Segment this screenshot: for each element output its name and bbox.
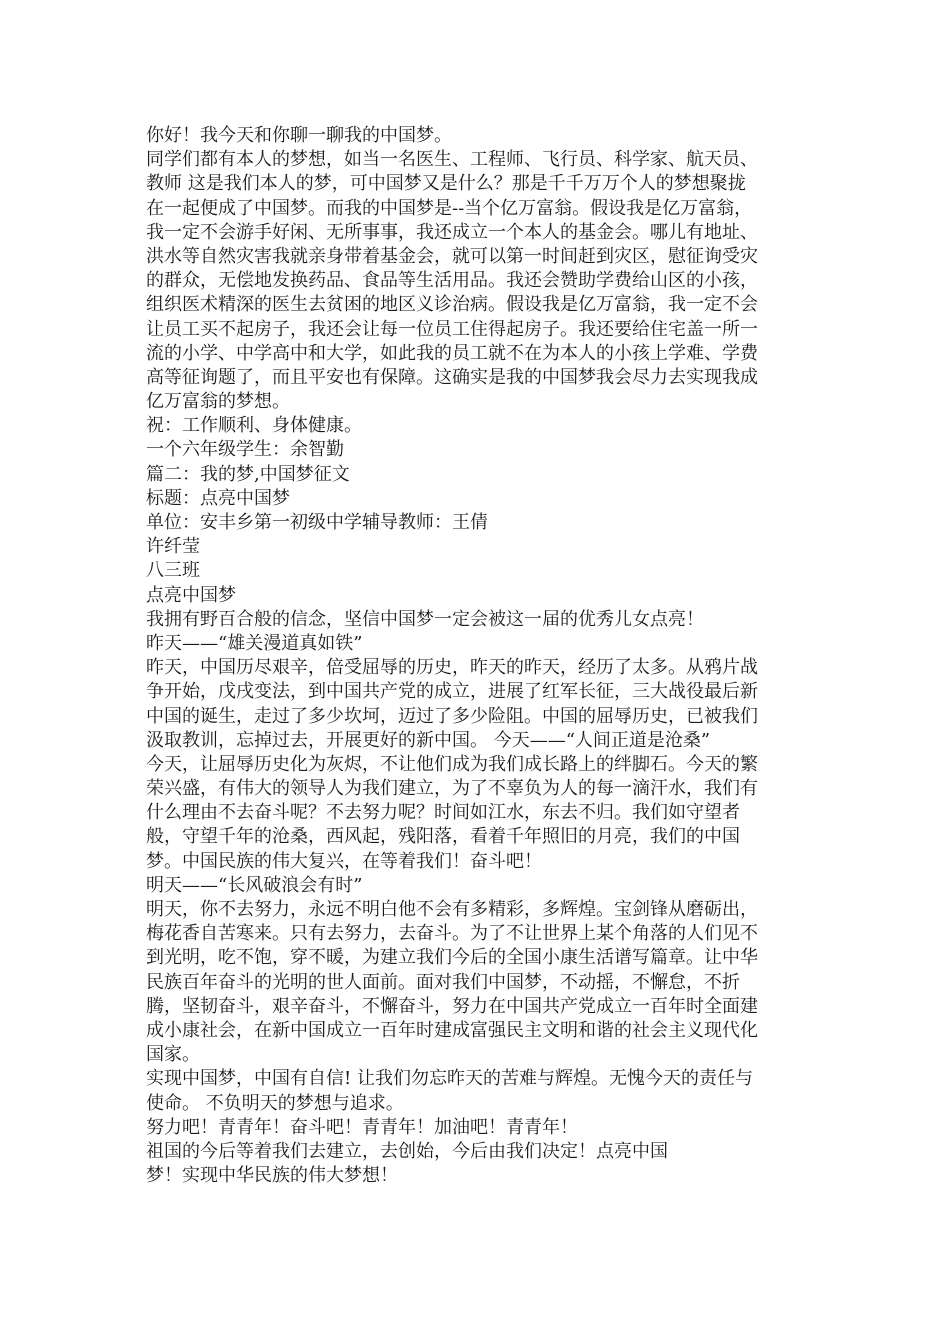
- text-line: 到光明，吃不饱，穿不暖，为建立我们今后的全国小康生活谱写篇章。让中华: [146, 947, 758, 969]
- subheading-tomorrow: 明天——“长风破浪会有时”: [146, 874, 363, 896]
- text-line: 梦。中国民族的伟大复兴，在等着我们！奋斗吧！: [146, 850, 542, 872]
- text-line: 梦！实现中华民族的伟大梦想！: [146, 1165, 398, 1187]
- text-line: 祝：工作顺利、身体健康。: [146, 415, 362, 437]
- text-line: 亿万富翁的梦想。: [146, 391, 290, 413]
- text-line: 腾，坚韧奋斗，艰辛奋斗，不懈奋斗，努力在中国共产党成立一百年时全面建: [146, 995, 758, 1017]
- text-line: 洪水等自然灾害我就亲身带着基金会，就可以第一时间赶到灾区，慰征询受灾: [146, 245, 758, 267]
- text-line: 在一起便成了中国梦。而我的中国梦是--当个亿万富翁。假设我是亿万富翁，: [146, 197, 753, 219]
- text-line: 荣兴盛，有伟大的领导人为我们建立，为了不辜负为人的每一滴汗水，我们有: [146, 778, 758, 800]
- text-line: 梅花香自苦寒来。只有去努力，去奋斗。为了不让世界上某个角落的人们见不: [146, 923, 758, 945]
- section-heading: 篇二：我的梦,中国梦征文: [146, 463, 350, 485]
- subheading-yesterday: 昨天——“雄关漫道真如铁”: [146, 632, 363, 654]
- text-line: 实现中国梦，中国有自信! 让我们勿忘昨天的苦难与辉煌。无愧今天的责任与: [146, 1068, 753, 1090]
- text-line: 昨天，中国历尽艰辛，倍受屈辱的历史，昨天的昨天，经历了太多。从鸦片战: [146, 657, 758, 679]
- text-line: 努力吧！青青年！奋斗吧！青青年！加油吧！青青年！: [146, 1116, 578, 1138]
- class-name: 八三班: [146, 560, 200, 582]
- text-line: 同学们都有本人的梦想，如当一名医生、工程师、飞行员、科学家、航天员、: [146, 149, 758, 171]
- text-line: 教师 这是我们本人的梦，可中国梦又是什么？那是千千万万个人的梦想聚拢: [146, 173, 746, 195]
- text-line: 国家。: [146, 1044, 200, 1066]
- text-line: 我一定不会游手好闲、无所事事，我还成立一个本人的基金会。哪儿有地址、: [146, 221, 758, 243]
- text-line: 今天，让屈辱历史化为灰烬，不让他们成为我们成长路上的绊脚石。今天的繁: [146, 753, 758, 775]
- text-line: 民族百年奋斗的光明的世人面前。面对我们中国梦，不动摇，不懈怠，不折: [146, 971, 740, 993]
- text-line: 组织医术精深的医生去贫困的地区义诊治病。假设我是亿万富翁，我一定不会: [146, 294, 758, 316]
- text-line: 般，守望千年的沧桑，西风起，残阳落，看着千年照旧的月亮，我们的中国: [146, 826, 740, 848]
- text-line: 争开始，戊戌变法，到中国共产党的成立，进展了红军长征，三大战役最后新: [146, 681, 758, 703]
- text-line: 什么理由不去奋斗呢？不去努力呢？时间如江水，东去不归。我们如守望者: [146, 802, 740, 824]
- text-line: 的群众，无偿地发换药品、食品等生活用品。我还会赞助学费给山区的小孩，: [146, 270, 758, 292]
- text-line: 成小康社会，在新中国成立一百年时建成富强民主文明和谐的社会主义现代化: [146, 1019, 758, 1041]
- text-line: 单位：安丰乡第一初级中学辅导教师：王倩: [146, 512, 488, 533]
- text-line: 使命。 不负明天的梦想与追求。: [146, 1092, 404, 1114]
- essay-title: 点亮中国梦: [146, 584, 236, 606]
- document-body: [146, 124, 810, 1188]
- author-name: 许纤莹: [146, 536, 200, 558]
- text-line: 你好！我今天和你聊一聊我的中国梦。: [146, 125, 452, 146]
- text-line: 汲取教训，忘掉过去，开展更好的新中国。 今天——“人间正道是沧桑”: [146, 729, 711, 751]
- text-line: 中国的诞生，走过了多少坎坷，迈过了多少险阻。中国的屈辱历史，已被我们: [146, 705, 758, 727]
- text-line: 明天，你不去努力，永远不明白他不会有多精彩，多辉煌。宝剑锋从磨砺出，: [146, 899, 758, 920]
- text-line: 祖国的今后等着我们去建立，去创始，今后由我们决定！点亮中国: [146, 1140, 668, 1162]
- text-line: 高等征询题了，而且平安也有保障。这确实是我的中国梦我会尽力去实现我成: [146, 366, 758, 388]
- text-line: 我拥有野百合般的信念，坚信中国梦一定会被这一届的优秀儿女点亮！: [146, 608, 704, 630]
- text-line: 流的小学、中学高中和大学，如此我的员工就不在为本人的小孩上学难、学费: [146, 342, 758, 364]
- text-line: 让员工买不起房子，我还会让每一位员工住得起房子。我还要给住宅盖一所一: [146, 318, 758, 340]
- title-line: 标题：点亮中国梦: [146, 487, 290, 509]
- text-line: 一个六年级学生：余智勤: [146, 439, 344, 461]
